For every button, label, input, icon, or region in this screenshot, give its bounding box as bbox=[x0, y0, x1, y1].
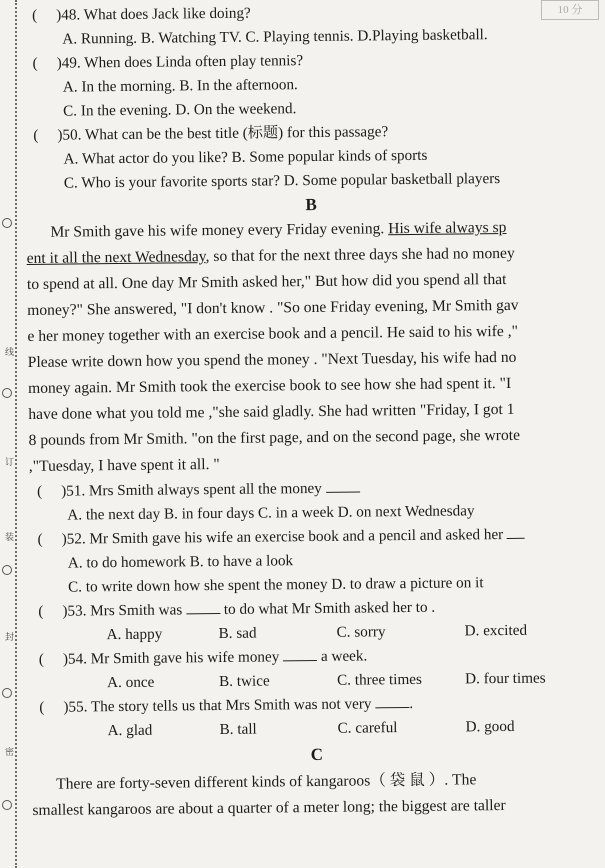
binding-line bbox=[3, 0, 17, 868]
fill-blank[interactable] bbox=[375, 695, 409, 708]
options-51: A. the next day B. in four days C. in a week D. on next Wednesday bbox=[67, 502, 475, 524]
passage-line: have done what you told me ,"she said gladly. She had written "Friday, I got 1 bbox=[28, 400, 515, 423]
answer-paren[interactable]: ( bbox=[39, 698, 45, 716]
passage-c bbox=[32, 766, 603, 824]
fill-blank[interactable] bbox=[186, 601, 220, 614]
question-55: ( )55. The story tells us that Mrs Smith was not very . bbox=[39, 694, 414, 716]
binding-label: 订 bbox=[5, 458, 15, 468]
question-text: )48. What does Jack like doing? bbox=[56, 4, 251, 24]
options-52-cd: C. to write down how she spent the money D. to draw a picture on it bbox=[68, 574, 484, 596]
options-49-cd: C. In the evening. D. On the weekend. bbox=[63, 100, 297, 120]
passage-b bbox=[26, 214, 599, 480]
answer-paren[interactable]: ( bbox=[37, 530, 43, 548]
options-50-cd: C. Who is your favorite sports star? D. Some popular basketball players bbox=[63, 170, 501, 192]
options-55: A. glad B. tall C. careful D. good bbox=[107, 717, 515, 740]
passage-line: smallest kangaroos are about a quarter of a meter long; the biggest are taller bbox=[32, 797, 506, 819]
exam-content bbox=[24, 0, 603, 824]
passage-line: Please write down how you spend the money . "Next Tuesday, his wife had no bbox=[27, 348, 517, 371]
fill-blank[interactable] bbox=[283, 648, 317, 661]
question-51: ( )51. Mrs Smith always spent all the money bbox=[29, 474, 599, 504]
answer-paren[interactable]: ( bbox=[37, 482, 43, 500]
fill-blank[interactable] bbox=[326, 480, 360, 493]
passage-line: to spend at all. One day Mr Smith asked her," But how did you spend all that bbox=[26, 270, 507, 293]
underlined-text: His wife always sp bbox=[388, 218, 507, 238]
passage-line: ,"Tuesday, I have spent it all. " bbox=[28, 455, 220, 475]
section-b-heading: B bbox=[305, 194, 317, 215]
score-corner-box: 10 分 bbox=[541, 0, 599, 20]
binding-label: 封 bbox=[5, 633, 15, 643]
answer-paren[interactable]: ( bbox=[32, 6, 38, 24]
passage-line: Mr Smith gave his wife money every Friday evening. His wife always sp bbox=[50, 218, 507, 241]
binding-label: 密 bbox=[5, 748, 15, 758]
passage-line: There are forty-seven different kinds of kangaroos（ 袋 鼠 ）. The bbox=[56, 771, 477, 793]
binding-hole bbox=[2, 218, 12, 228]
question-text: )50. What can be the best title (标题) for this passage? bbox=[57, 123, 389, 144]
answer-paren[interactable]: ( bbox=[33, 126, 39, 144]
section-c-heading: C bbox=[310, 744, 324, 765]
options-54: A. once B. twice C. three times D. four times bbox=[107, 669, 546, 692]
passage-line: 8 pounds from Mr Smith. "on the first page, and on the second page, she wrote bbox=[28, 426, 521, 449]
binding-label: 线 bbox=[5, 348, 15, 358]
question-54: ( )54. Mr Smith gave his wife money a week. bbox=[38, 647, 368, 668]
underlined-text: ent it all the next Wednesday bbox=[26, 248, 206, 267]
answer-paren[interactable]: ( bbox=[38, 602, 44, 620]
binding-hole bbox=[2, 800, 12, 810]
options-52-ab: A. to do homework B. to have a look bbox=[67, 552, 294, 572]
options-49-ab: A. In the morning. B. In the afternoon. bbox=[62, 76, 298, 96]
passage-line: money again. Mr Smith took the exercise book to see how she had spent it. "I bbox=[27, 374, 512, 397]
binding-hole bbox=[2, 688, 12, 698]
passage-line: e her money together with an exercise book and a pencil. He said to his wife ," bbox=[27, 322, 519, 345]
options-48: A. Running. B. Watching TV. C. Playing tennis. D.Playing basketball. bbox=[62, 26, 488, 48]
answer-paren[interactable]: ( bbox=[38, 650, 45, 668]
fill-blank[interactable] bbox=[507, 526, 525, 539]
passage-line: money?" She answered, "I don't know . "So one Friday evening, Mr Smith gav bbox=[27, 296, 519, 319]
question-52: ( )52. Mr Smith gave his wife an exercise book and a pencil and asked her bbox=[29, 522, 599, 552]
options-50-ab: A. What actor do you like? B. Some popular kinds of sports bbox=[63, 146, 428, 168]
question-53: ( )53. Mrs Smith was to do what Mr Smith asked her to . bbox=[38, 598, 436, 620]
answer-paren[interactable]: ( bbox=[32, 54, 38, 72]
binding-label: 装 bbox=[5, 533, 15, 543]
binding-hole bbox=[2, 388, 12, 398]
passage-line: ent it all the next Wednesday, so that for the next three days she had no money bbox=[26, 244, 515, 267]
options-53: A. happy B. sad C. sorry D. excited bbox=[106, 621, 528, 644]
binding-hole bbox=[2, 565, 12, 575]
question-text: )49. When does Linda often play tennis? bbox=[56, 52, 304, 72]
